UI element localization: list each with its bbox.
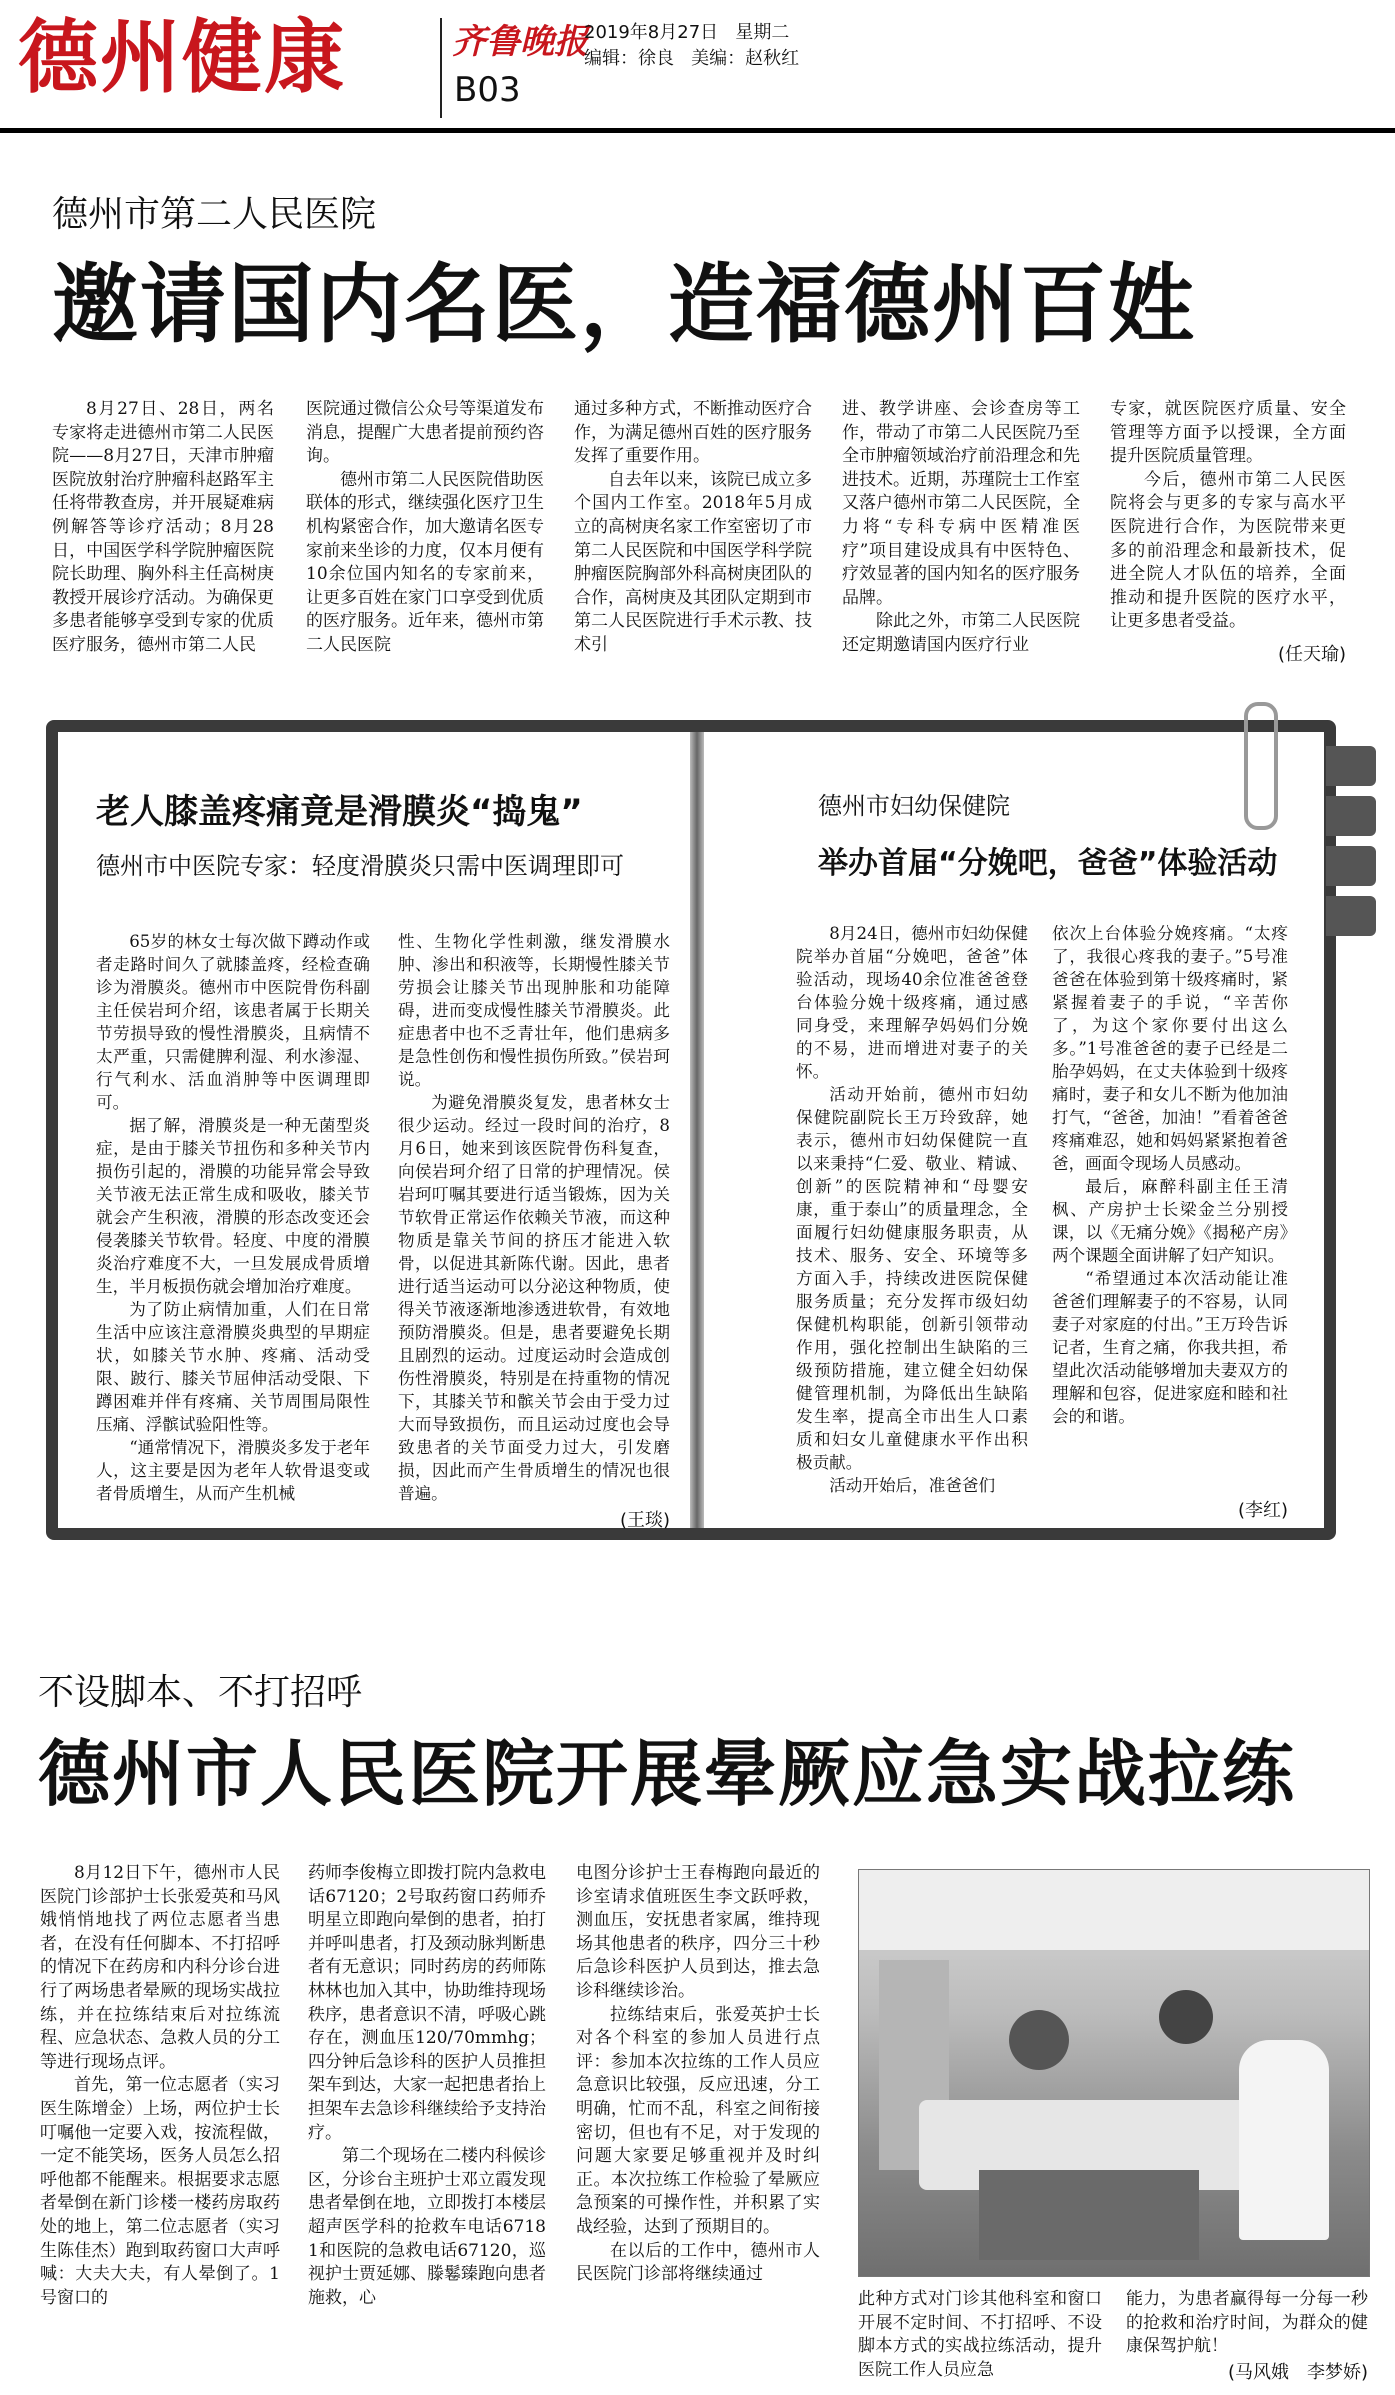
article4-column: 药师李俊梅立即拨打院内急救电话67120；2号取药窗口药师乔明星立即跑向晕倒的患者，拍打并呼叫患者，打及颈动脉判断患者有无意识；同时药房的药师陈林林也加入其中，协助维持现场秩序，患者意识不清，呼吸心跳存在，测血压120/70mmhg；四分钟后急诊科的医护人员推担架车到达，大家一起把患者抬上担架车去急诊科继续给予支持治疗。 第二个现场在二楼内科候诊区，分诊台主班护士邓立霞发现患者晕倒在地，立即拨打本楼层超声医学科的抢救车电话67181和医院的急救电话67120，巡视护士贾延娜、滕鬈臻跑向患者施救，心 bbox=[308, 1863, 546, 2308]
article2-column: 65岁的林女士每次做下蹲动作或者走路时间久了就膝盖疼，经检查确诊为滑膜炎。德州市中医院骨伤科副主任侯岩珂介绍，该患者属于长期关节劳损导致的慢性滑膜炎，且病情不太严重，只需健脾利湿、利水渗湿、行气利水、活血消肿等中医调理即可。 据了解，滑膜炎是一种无菌型炎症，是由于膝关节扭伤和多种关节内损伤引起的，滑膜的功能异常会导致关节液无法正常生成和吸收，膝关节就会产生积液，滑膜的形态改变还会侵袭膝关节软骨。轻度、中度的滑膜炎治疗难度不大，一旦发展成骨质增生，半月板损伤就会增加治疗难度。 为了防止病情加重，人们在日常生活中应该注意滑膜炎典型的早期症状，如膝关节水肿、疼痛、活动受限、跛行、膝关节屈伸活动受限、下蹲困难并伴有疼痛、关节周围局限性压痛、浮髌试验阳性等。 “通常情况下，滑膜炎多发于老年人，这主要是因为老年人软骨退变或者骨质增生，从而产生机械 bbox=[96, 932, 370, 1503]
article1-column: 通过多种方式，不断推动医疗合作，为满足德州百姓的医疗服务发挥了重要作用。 自去年以来，该院已成立多个国内工作室。2018年5月成立的高树庚名家工作室密切了市第二人民医院和中国医学科学院肿瘤医院胸部外科高树庚团队的合作，高树庚及其团队定期到市第二人民医院进行手术示教、技术引 bbox=[574, 399, 812, 655]
article1-headline: 邀请国内名医，造福德州百姓 bbox=[52, 255, 1196, 355]
notebook-tab bbox=[1326, 896, 1376, 936]
article2-headline: 老人膝盖疼痛竟是滑膜炎“捣鬼” bbox=[96, 792, 583, 832]
article4-headline: 德州市人民医院开展晕厥应急实战拉练 bbox=[38, 1732, 1297, 1816]
editor: 编辑：徐良 bbox=[584, 48, 674, 69]
news-photo bbox=[858, 1869, 1370, 2277]
article3-kicker: 德州市妇幼保健院 bbox=[818, 792, 1010, 820]
article4-kicker: 不设脚本、不打招呼 bbox=[38, 1672, 363, 1713]
article4-column: 此种方式对门诊其他科室和窗口开展不定时间、不打招呼、不设脚本方式的实战拉练活动，提升医院工作人员应急 bbox=[858, 2289, 1102, 2380]
article3-column: 依次上台体验分娩疼痛。“太疼了，我很心疼我的妻子。”5号准爸爸在体验到第十级疼痛时，紧紧握着妻子的手说，“辛苦你了，为这个家你要付出这么多。”1号准爸爸的妻子已经是二胎孕妈妈，在丈夫体验到十级疼痛时，妻子和女儿不断为他加油打气，“爸爸，加油！”看着爸爸疼痛难忍，她和妈妈紧紧抱着爸爸，画面令现场人员感动。 最后，麻醉科副主任王清枫、产房护士长梁金兰分别授课，以《无痛分娩》《揭秘产房》两个课题全面讲解了妇产知识。 “希望通过本次活动能让准爸爸们理解妻子的不容易，认同妻子对家庭的付出。”王万玲告诉记者，生育之痛，你我共担，希望此次活动能够增加夫妻双方的理解和包容，促进家庭和睦和社会的和谐。 bbox=[1052, 924, 1288, 1426]
masthead-divider bbox=[440, 18, 442, 118]
dateline bbox=[584, 18, 789, 44]
article1-column: 进、教学讲座、会诊查房等工作，带动了市第二人民医院乃至全市肿瘤领域治疗前沿理念和先进技术。近期，苏瑾院士工作室又落户德州市第二人民医院，全力将“专科专病中医精准医疗”项目建设成具有中医特色、疗效显著的国内知名的医疗服务品牌。 除此之外，市第二人民医院还定期邀请国内医疗行业 bbox=[842, 399, 1080, 655]
article4-column: 能力，为患者赢得每一分每一秒的抢救和治疗时间，为群众的健康保驾护航！ bbox=[1126, 2289, 1368, 2357]
notebook-tab bbox=[1326, 746, 1376, 786]
notebook-tab bbox=[1326, 796, 1376, 836]
article3-byline: (李红) bbox=[1237, 1500, 1288, 1521]
weekday: 星期二 bbox=[735, 22, 790, 43]
notebook-tab bbox=[1326, 846, 1376, 886]
article1-kicker: 德州市第二人民医院 bbox=[52, 194, 377, 235]
article4-column: 8月12日下午，德州市人民医院门诊部护士长张爱英和马风娥悄悄地找了两位志愿者当患者，在没有任何脚本、不打招呼的情况下在药房和内科分诊台进行了两场患者晕厥的现场实战拉练，并在拉练结束后对拉练流程、应急状态、急救人员的分工等进行现场点评。 首先，第一位志愿者（实习医生陈增金）上场，两位护士长叮嘱他一定要入戏，按流程做，一定不能笑场，医务人员怎么招呼他都不能醒来。根据要求志愿者晕倒在新门诊楼一楼药房取药处的地上，第二位志愿者（实习生陈佳杰）跑到取药窗口大声呼喊：大夫大夫，有人晕倒了。1号窗口的 bbox=[40, 1863, 280, 2308]
page-number: B03 bbox=[454, 70, 521, 110]
article1-column: 8月27日、28日，两名专家将走进德州市第二人民医院——8月27日，天津市肿瘤医院放射治疗肿瘤科赵路军主任将带教查房，并开展疑难病例解答等诊疗活动；8月28日，中国医学科学院肿瘤医院院长助理、胸外科主任高树庚教授开展诊疗活动。为确保更多患者能够享受到专家的优质医疗服务，德州市第二人民 bbox=[52, 399, 274, 655]
article1-column: 医院通过微信公众号等渠道发布消息，提醒广大患者提前预约咨询。 德州市第二人民医院借助医联体的形式，继续强化医疗卫生机构紧密合作，加大邀请名医专家前来坐诊的力度，仅本月便有10余位国内知名的专家前来，让更多百姓在家门口享受到优质的医疗服务。近年来，德州市第二人民医院 bbox=[306, 399, 544, 655]
article4-byline: (马风娥 李梦娇) bbox=[1227, 2362, 1368, 2383]
section-title: 德州健康 bbox=[18, 11, 346, 104]
editors-line bbox=[584, 44, 799, 70]
article3-headline: 举办首届“分娩吧，爸爸”体验活动 bbox=[818, 846, 1278, 881]
date: 2019年8月27日 bbox=[584, 22, 719, 43]
article1-byline: (任天瑜) bbox=[1277, 644, 1346, 665]
article2-column: 性、生物化学性刺激，继发滑膜水肿、渗出和积液等，长期慢性膝关节劳损会让膝关节出现肿胀和功能障碍，进而变成慢性膝关节滑膜炎。此症患者中也不乏青壮年，他们患病多是急性创伤和慢性损伤所致。”侯岩珂说。 为避免滑膜炎复发，患者林女士很少运动。经过一段时间的治疗，8月6日，她来到该医院骨伤科复查，向侯岩珂介绍了日常的护理情况。侯岩珂叮嘱其要进行适当锻炼，因为关节软骨正常运作依赖关节液，而这种物质是靠关节间的挤压才能进入软骨，以促进其新陈代谢。因此，患者进行适当运动可以分泌这种物质，使得关节液逐渐地渗透进软骨，有效地预防滑膜炎。但是，患者要避免长期且剧烈的运动。过度运动时会造成创伤性滑膜炎，特别是在持重物的情况下，其膝关节和髌关节会由于受力过大而导致损伤，而且运动过度也会导致患者的关节面受力过大，引发磨损，因此而产生骨质增生的情况也很普遍。 bbox=[398, 932, 670, 1503]
article3-column: 8月24日，德州市妇幼保健院举办首届“分娩吧，爸爸”体验活动，现场40余位准爸爸登台体验分娩十级疼痛，通过感同身受，来理解孕妈妈们分娩的不易，进而增进对妻子的关怀。 活动开始前，德州市妇幼保健院副院长王万玲致辞，她表示，德州市妇幼保健院一直以来秉持“仁爱、敬业、精诚、创新”的医院精神和“母婴安康，重于泰山”的质量理念，全面履行妇幼健康服务职责，从技术、服务、安全、环境等多方面入手，持续改进医院保健服务质量；充分发挥市级妇幼保健机构职能，创新引领带动作用，强化控制出生缺陷的三级预防措施，建立健全妇幼保健管理机制，为降低出生缺陷发生率，提高全市出生人口素质和妇女儿童健康水平作出积极贡献。 活动开始后，准爸爸们 bbox=[796, 924, 1028, 1495]
masthead-rule bbox=[0, 128, 1395, 133]
notebook-spine bbox=[690, 732, 704, 1528]
paper-name-logo: 齐鲁晚报 bbox=[452, 22, 588, 62]
article2-byline: (王琰) bbox=[619, 1510, 670, 1531]
designer: 美编：赵秋红 bbox=[691, 48, 800, 69]
article1-column: 专家，就医院医疗质量、安全管理等方面予以授课，全方面提升医院质量管理。 今后，德州市第二人民医院将会与更多的专家与高水平医院进行合作，为医院带来更多的前沿理念和最新技术，促进全院人才队伍的培养，全面推动和提升医院的医疗水平，让更多患者受益。 bbox=[1110, 399, 1346, 632]
paperclip-icon bbox=[1244, 702, 1278, 830]
article2-subhead: 德州市中医院专家：轻度滑膜炎只需中医调理即可 bbox=[96, 852, 624, 880]
article4-column: 电图分诊护士王春梅跑向最近的诊室请求值班医生李文跃呼救，测血压，安抚患者家属，维持现场其他患者的秩序，四分三十秒后急诊科医护人员到达，推去急诊科继续诊治。 拉练结束后，张爱英护士长对各个科室的参加人员进行点评：参加本次拉练的工作人员应急意识比较强，反应迅速，分工明确，忙而不乱，科室之间衔接密切，但也有不足，对于发现的问题大家要足够重视并及时纠正。本次拉练工作检验了晕厥应急预案的可操作性，并积累了实战经验，达到了预期目的。 在以后的工作中，德州市人民医院门诊部将继续通过 bbox=[576, 1863, 820, 2285]
